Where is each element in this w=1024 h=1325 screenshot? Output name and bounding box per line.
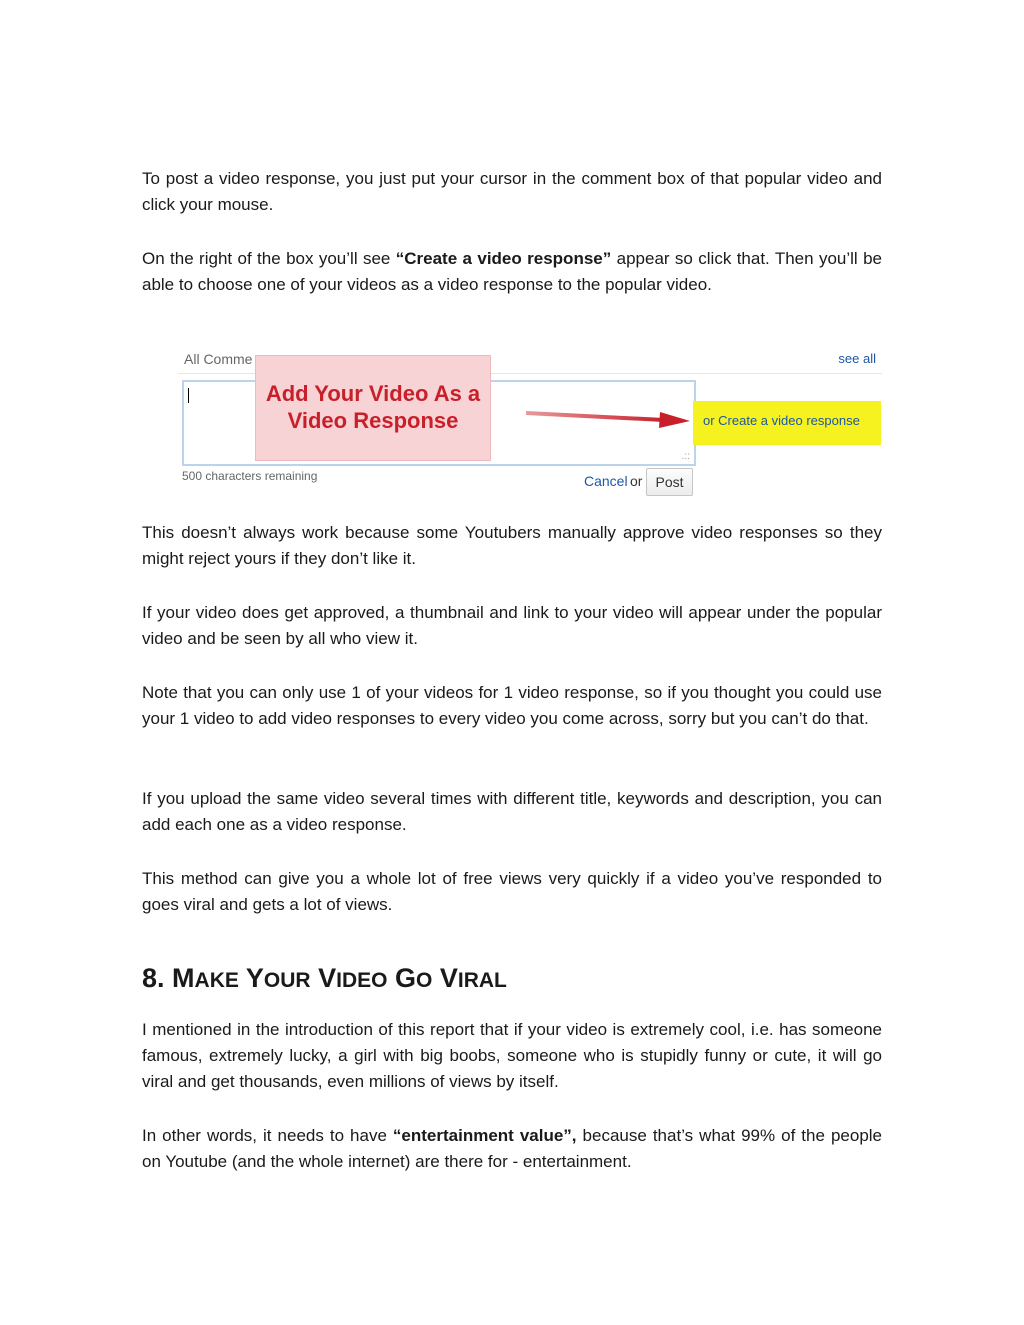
heading-letter: M [172, 963, 195, 993]
bold-phrase: “Create a video response” [395, 249, 612, 268]
heading-smallcaps: AKE [194, 969, 239, 992]
post-button[interactable]: Post [646, 468, 693, 496]
callout-box [255, 355, 491, 461]
paragraph-entertainment [142, 1123, 882, 1175]
paragraph-approved: If your video does get approved, a thumbnail and link to your video will appear under the popular video and be seen by all who view it. [142, 603, 882, 648]
comments-title: All Comme [184, 351, 253, 367]
heading-letter: V [318, 963, 337, 993]
paragraph-cursor-instructions: To post a video response, you just put your cursor in the comment box of that popular video and click your mouse. [142, 169, 882, 214]
characters-remaining: 500 characters remaining [182, 469, 318, 483]
text-cursor [188, 388, 189, 403]
heading-smallcaps: O [416, 969, 433, 992]
paragraph-introduction: I mentioned in the introduction of this report that if your video is extremely cool, i.e. has someone famous, extremely lucky, a girl with big boobs, someone who is stupidly funny or cute, it will go viral and get thousands, even millions of views by itself. [142, 1020, 882, 1091]
create-response-highlight [693, 401, 881, 445]
paragraph-upload-same: If you upload the same video several times with different title, keywords and description, you can add each one as a video response. [142, 789, 882, 834]
heading-letter: V [439, 963, 458, 993]
heading-letter: Y [245, 963, 264, 993]
section-heading [142, 958, 507, 1001]
heading-smallcaps: OUR [263, 969, 311, 992]
paragraph-create-response [142, 246, 882, 298]
heading-letter: G [394, 963, 416, 993]
paragraph-text: appear so click that. Then you’ll be able to choose one of your videos as a video response to the popular video. [142, 249, 882, 294]
arrow-right-icon [524, 407, 692, 431]
see-all-link[interactable]: see all [838, 351, 876, 366]
heading-number: 8. [142, 963, 165, 993]
heading-smallcaps: IRAL [457, 969, 507, 992]
paragraph-one-video: Note that you can only use 1 of your videos for 1 video response, so if you thought you could use your 1 video to add video responses to every video you come across, sorry but you can’t do that. [142, 683, 882, 728]
heading-smallcaps: IDEO [336, 969, 388, 992]
paragraph-free-views: This method can give you a whole lot of free views very quickly if a video you’ve responded to goes viral and gets a lot of views. [142, 869, 882, 914]
video-response-screenshot [178, 343, 884, 501]
or-text: or [630, 473, 643, 489]
cancel-link[interactable]: Cancel [584, 473, 628, 489]
paragraph-approval-warning: This doesn’t always work because some Youtubers manually approve video responses so they might reject yours if they don’t like it. [142, 523, 882, 568]
bold-phrase: “entertainment value”, [392, 1126, 577, 1145]
paragraph-text: In other words, it needs to have [142, 1126, 393, 1145]
paragraph-text: because that’s what 99% of the people on Youtube (and the whole internet) are there for - entertainment. [142, 1126, 882, 1171]
resize-handle-icon[interactable]: .:: [681, 451, 690, 462]
callout-text: Add Your Video As a Video Response [265, 381, 481, 433]
paragraph-text: On the right of the box you’ll see [142, 249, 396, 268]
create-video-response-link[interactable]: or Create a video response [703, 413, 860, 428]
